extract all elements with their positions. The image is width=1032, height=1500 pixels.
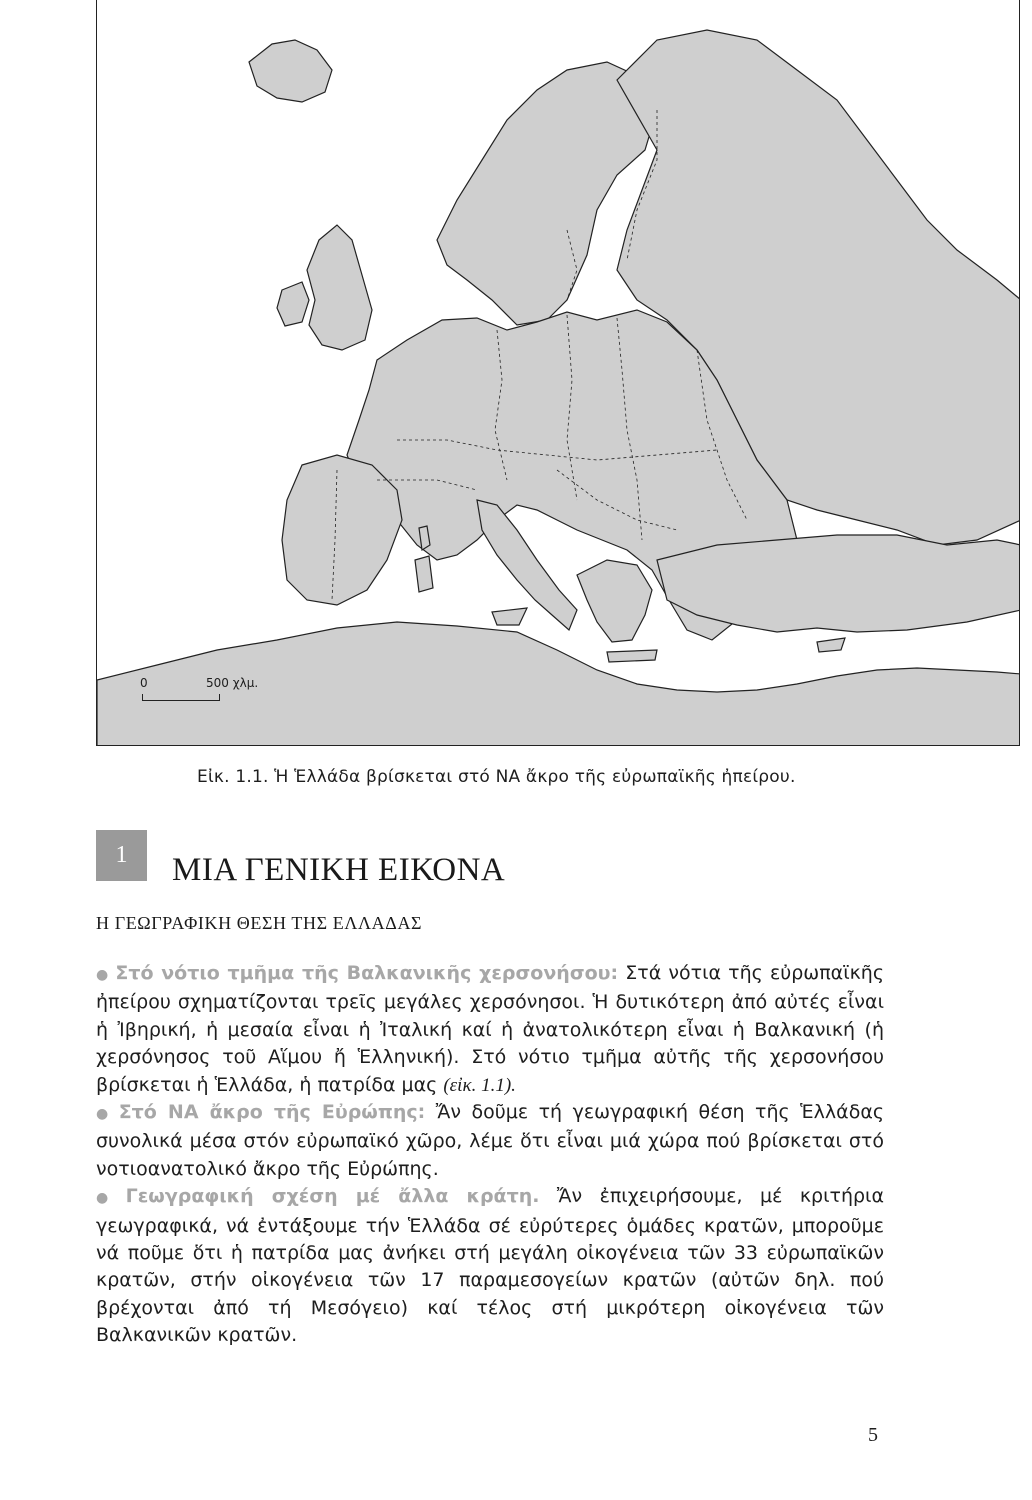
scandinavia-landmass xyxy=(437,62,657,325)
bullet-icon: ● xyxy=(96,967,110,983)
sardinia-island xyxy=(415,556,433,592)
paragraph-geographic-relation xyxy=(96,1183,884,1349)
figure-caption: Εἰκ. 1.1. Ἡ Ἑλλάδα βρίσκεται στό ΝΑ ἄκρο τῆς εὐρωπαϊκῆς ἠπείρου. xyxy=(197,767,796,787)
iberian-peninsula-landmass xyxy=(282,455,402,605)
cyprus-island xyxy=(817,638,845,652)
scale-line xyxy=(142,694,220,701)
scale-distance-label: 500 χλμ. xyxy=(206,676,259,690)
section-number-badge: 1 xyxy=(96,830,147,881)
paragraph-lead: Στό νότιο τμῆμα τῆς Βαλκανικῆς χερσονήσου: xyxy=(115,962,619,984)
greece-landmass xyxy=(577,560,652,642)
europe-map xyxy=(96,0,1020,746)
section-subtitle: Η ΓΕΩΓΡΑΦΙΚΗ ΘΕΣΗ ΤΗΣ ΕΛΛΑΔΑΣ xyxy=(96,913,423,933)
paragraph-lead: Στό ΝΑ ἄκρο τῆς Εὐρώπης: xyxy=(118,1101,426,1124)
bullet-icon: ● xyxy=(96,1106,113,1123)
map-scale-bar xyxy=(140,676,280,706)
figure-reference: (εἰκ. 1.1). xyxy=(443,1074,516,1096)
body-text xyxy=(96,960,884,1350)
paragraph-text: Στά νότια τῆς εὐρωπαϊκῆς ἠπείρου σχηματίζονται τρεῖς μεγάλες χερσόνησοι. Ἡ δυτικότερη ἀπό αὐτές εἶναι ἡ Ἰβηρική, ἡ μεσαία εἶναι ἡ Ἰταλική καί ἡ ἀνατολικότερη εἶναι ἡ Βαλκανική (ἡ χερσόνησος τοῦ Αἵμου ἤ Ἑλληνική). Στό νότιο τμῆμα αὐτῆς τῆς χερσονήσου βρίσκεται ἡ Ἑλλάδα, ἡ πατρίδα μας xyxy=(96,962,884,1096)
page-number: 5 xyxy=(868,1424,878,1446)
iceland-landmass xyxy=(249,40,332,102)
anatolia-landmass xyxy=(657,535,1020,632)
paragraph-southeast-edge xyxy=(96,1099,884,1183)
bullet-icon: ● xyxy=(96,1190,120,1207)
section-title: ΜΙΑ ΓΕΝΙΚΗ ΕΙΚΟΝΑ xyxy=(172,852,506,888)
sicily-island xyxy=(492,608,527,625)
scale-zero-label: 0 xyxy=(140,676,148,690)
paragraph-text: Ἄν δοῦμε τή γεωγραφική θέση τῆς Ἑλλάδας συνολικά μέσα στόν εὐρωπαϊκό χῶρο, λέμε ὅτι εἶναι μιά χώρα πού βρίσκεται στό νοτιοανατολικό ἄκρο τῆς Εὐρώπης. xyxy=(96,1101,884,1180)
great-britain-landmass xyxy=(307,225,372,350)
paragraph-lead: Γεωγραφική σχέση μέ ἄλλα κράτη. xyxy=(125,1185,540,1208)
paragraph-balkan-peninsula xyxy=(96,960,884,1099)
paragraph-text: Ἄν ἐπιχειρήσουμε, μέ κριτήρια γεωγραφικά, νά ἐντάξουμε τήν Ἑλλάδα σέ εὐρύτερες ὁμάδες κρατῶν, μποροῦμε νά ποῦμε ὅτι ἡ πατρίδα μας ἀνήκει στή μεγάλη οἰκογένεια τῶν 33 εὐρωπαϊκῶν κρατῶν, στήν οἰκογένεια τῶν 17 παραμεσογείων κρατῶν (αὐτῶν δηλ. πού βρέχονται ἀπό τή Μεσόγειο) καί τέλος στή μικρότερη οἰκογένεια τῶν Βαλκανικῶν κρατῶν. xyxy=(96,1185,884,1347)
europe-map-drawing xyxy=(97,0,1020,746)
ireland-landmass xyxy=(277,282,309,326)
crete-island xyxy=(607,650,657,662)
